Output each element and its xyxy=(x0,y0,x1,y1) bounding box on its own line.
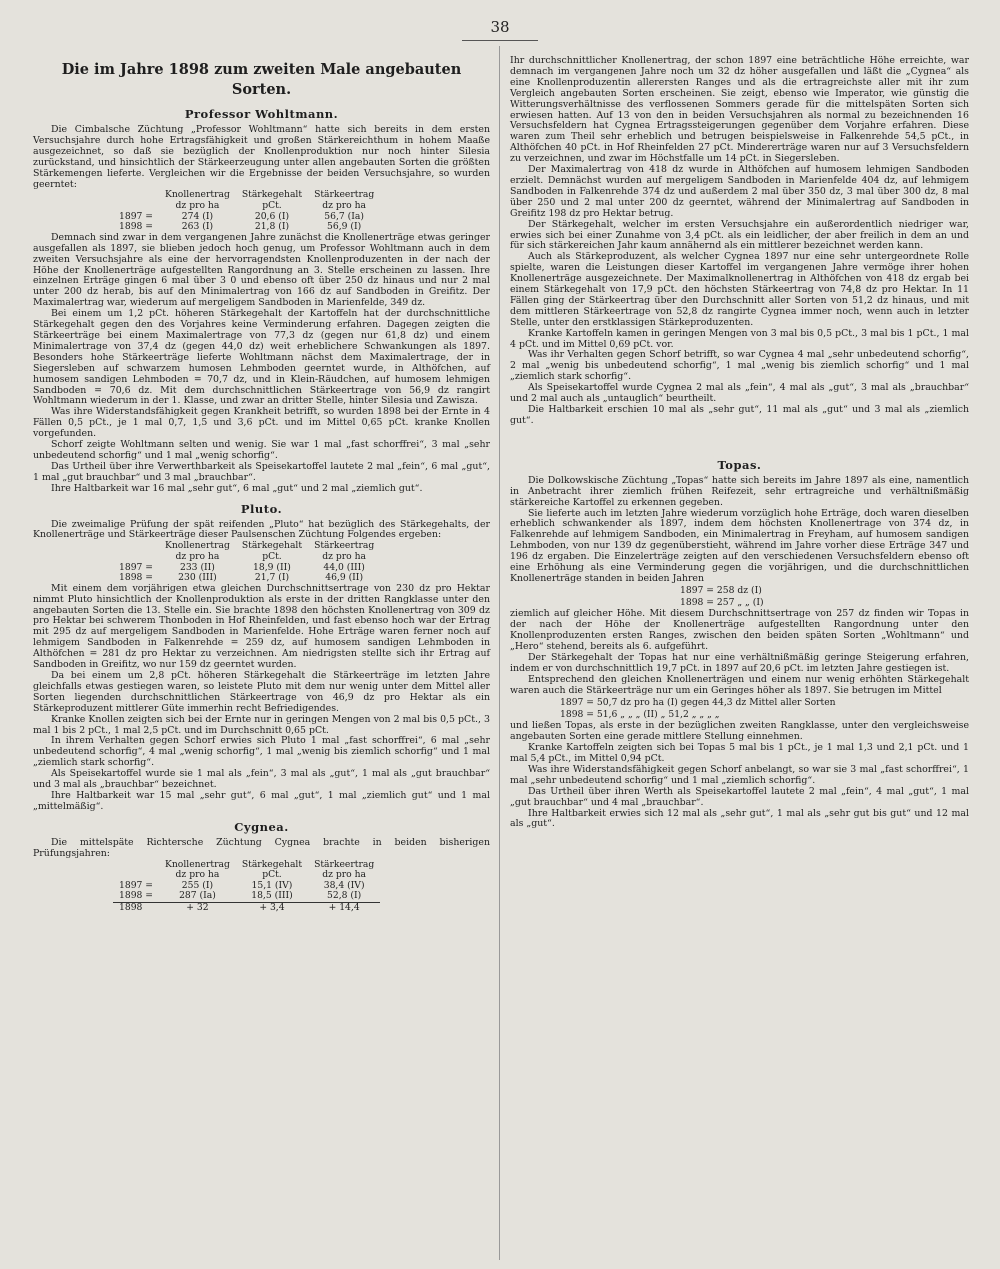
table-header: Knollenertrag xyxy=(165,189,230,201)
section-title-wohltmann: Professor Wohltmann. xyxy=(184,107,339,121)
table-cell: 46,9 (II) xyxy=(325,572,364,584)
table-cell: 52,8 (I) xyxy=(327,890,362,902)
header-rule xyxy=(462,40,538,41)
table-cell: 18,5 (III) xyxy=(251,890,293,902)
formula-line: 1898 = 51,6 „ „ „ (II) „ 51,2 „ „ „ „ xyxy=(560,708,720,720)
paragraph: Die Dolkowskische Züchtung „Topas“ hatte sich bereits im Jahre 1897 als eine, namentlich in Anbetracht ihrer ziemlich frühen Reifezeit, sehr ertragreiche und verhältnißmäßig stärkereiche Kartoffel zu erkennen gegeben. xyxy=(510,474,969,508)
table-cell: 21,7 (I) xyxy=(254,572,290,584)
table-unit xyxy=(113,552,159,563)
paragraph: Sie lieferte auch im letzten Jahre wiederum vorzüglich hohe Erträge, doch waren dieselben erheblich schwankender als 1897, indem dem höchsten Knollenertrage von 374 dz, in Falkenrehde auf lehmigem Sandboden, ein Minimalertrag in Freyham, auf humosem sandigen Lehmboden, von nur 139 dz gegenüberstieht, während im Jahre vorher diese Erträge 347 und 196 dz ergaben. Die Einzelerträge zeigten auf den verschiedenen Versuchsfeldern ebenso oft eine Erhöhung als eine Verminderung gegen die vorjährigen, und die durchschnittlichen Knollenerträge standen in beiden Jahren xyxy=(510,507,969,584)
paragraph: Ihre Haltbarkeit war 16 mal „sehr gut“, 6 mal „gut“ und 2 mal „ziemlich gut“. xyxy=(51,482,423,494)
page-number: 38 xyxy=(490,18,510,36)
table-cell: 274 (I) xyxy=(181,210,214,222)
paragraph: Ihr durchschnittlicher Knollenertrag, der schon 1897 eine beträchtliche Höhe erreichte, war demnach im vergangenen Jahre noch um 32 dz höher ausgefallen und läßt die „Cygnea“ als eine Knollenproduzentin allerersten Ranges und als die ertragreichste aller mit ihr zum Vergleich angebauten Sorten erscheinen. Sie zeigt, ebenso wie Imperator, wie günstig die Witterungsverhältnisse des verflossenen Sommers gerade für die mittelspäten Sorten sich erwiesen hatten. Auf 13 von den in beiden Versuchsjahren als normal zu bezeichnenden 16 Versuchsfeldern hat Cygnea Ertragssteigerungen gegenüber dem Vorjahre erfahren. Diese waren zum Theil sehr erheblich und betrugen beispielsweise in Falkenrehde 54,5 pCt., in Althöfchen 40 pCt. in Hof Rheinfelden 27 pCt. Mindererträge waren nur auf 3 Versuchsfeldern zu verzeichnen, und zwar im Höchstfalle um 14 pCt. in Siegersleben. xyxy=(510,55,969,165)
paragraph: Bei einem um 1,2 pCt. höheren Stärkegehalt der Kartoffeln hat der durchschnittliche Stärkegehalt gegen den des Vorjahres keine Verminderung erfahren. Dagegen zeigten die Stärkeerträge bei einem Maximalertrage von 77,3 dz (gegen nur 61,8 dz) und einem Minimalertrage von 37,4 dz (gegen 44,0 dz) weit erheblichere Schwankungen als 1897. Besonders hohe Stärkeerträge lieferte Wohltmann nächst dem Maximalertrage, der in Siegersleben auf schwarzem humosen Lehmboden geerntet wurde, in Althöfchen, auf humosem sandigen Lehmboden = 70,7 dz, und in Klein-Räudchen, auf humosem lehmigen Sandboden = 70,6 dz. Mit dem durchschnittlichen Stärkeertrage von 56,9 dz rangirt Wohltmann wiederum in der 1. Klasse, und zwar an dritter Stelle, hinter Silesia und Zawisza. xyxy=(33,308,490,407)
table-unit: pCt. xyxy=(262,550,282,562)
table-cell: 56,9 (I) xyxy=(327,221,362,233)
table-unit: dz pro ha xyxy=(175,200,220,212)
paragraph: Entsprechend den gleichen Knollenerträgen und einem nur wenig erhöhten Stärkegehalt waren auch die Stärkeerträge nur um ein Geringes höher als 1897. Sie betrugen im Mittel xyxy=(510,673,969,696)
table-cell: 1897 = xyxy=(119,210,154,222)
table-header: Knollenertrag xyxy=(165,858,230,870)
table-cell: 1898 = xyxy=(119,221,154,233)
table-unit: dz pro ha xyxy=(175,869,220,881)
table-pluto xyxy=(113,541,380,583)
table-header xyxy=(113,860,159,871)
table-header xyxy=(113,190,159,201)
section-title-topas: Topas. xyxy=(717,457,762,472)
table-sum-row xyxy=(113,902,380,913)
paragraph: Der Stärkegehalt, welcher im ersten Versuchsjahre ein außerordentlich niedriger war, erwies sich bei einer Zunahme von 3,4 pCt. als ein leidlicher, der aber freilich in dem an und für sich stärkereichen Jahr kaum annähernd als ein mittlerer bezeichnet werden kann. xyxy=(510,218,969,252)
table-cell: 21,8 (I) xyxy=(254,221,290,233)
paragraph: Was ihre Widerstandsfähigkeit gegen Schorf anbelangt, so war sie 3 mal „fast schorffrei“, 1 mal „sehr unbedeutend schorfig“ und 1 mal „ziemlich schorfig“. xyxy=(510,763,969,786)
table-cell: 1898 xyxy=(119,901,143,913)
table-header: Stärkeertrag xyxy=(314,189,375,201)
paragraph: Das Urtheil über ihren Werth als Speisekartoffel lautete 2 mal „fein“, 4 mal „gut“, 1 mal „gut brauchbar“ und 4 mal „brauchbar“. xyxy=(510,785,969,808)
right-column xyxy=(510,56,969,830)
paragraph: Was ihre Widerstandsfähigkeit gegen Krankheit betrifft, so wurden 1898 bei der Ernte in 4 Fällen 0,5 pCt., je 1 mal 0,7, 1,5 und 3,6 pCt. und im Mittel 0,65 pCt. kranke Knollen vorgefunden. xyxy=(33,406,490,440)
table-cell: + 3,4 xyxy=(259,901,285,913)
page-title: Die im Jahre 1898 zum zweiten Male angebauten Sorten. xyxy=(61,61,462,98)
paragraph: Die mittelspäte Richtersche Züchtung Cygnea brachte in beiden bisherigen Prüfungsjahren: xyxy=(33,836,490,859)
table-cell: 1897 = xyxy=(119,879,154,891)
section-gap xyxy=(510,427,969,451)
table-header: Stärkeertrag xyxy=(314,858,375,870)
table-cell: + 14,4 xyxy=(328,901,360,913)
table-header: Stärkegehalt xyxy=(241,540,303,552)
paragraph: In ihrem Verhalten gegen Schorf erwies sich Pluto 1 mal „fast schorffrei“, 6 mal „sehr unbedeutend schorfig“, 4 mal „wenig schorfig“, 1 mal „wenig bis ziemlich schorfig“ und 1 mal „ziemlich stark schorfig“. xyxy=(33,735,490,769)
table-unit: dz pro ha xyxy=(175,550,220,562)
table-unit-row xyxy=(113,552,380,563)
formula-line: 1897 = 258 dz (I) xyxy=(680,584,762,596)
table-unit: dz pro ha xyxy=(322,550,367,562)
table-cell: 18,9 (II) xyxy=(253,561,291,573)
paragraph: Der Maximalertrag von 418 dz wurde in Althöfchen auf humosem lehmigen Sandboden erzielt. Demnächst wurden auf mergeligem Sandboden in Marienfelde 404 dz, auf lehmigem Sandboden in Falkenrehde 374 dz und außerdem 2 mal über 350 dz, 3 mal über 300 dz, 8 mal über 250 und 2 mal unter 200 dz geerntet, während der Minimalertrag auf Sandboden in Greifitz 198 dz pro Hektar betrug. xyxy=(510,164,969,219)
table-cell: 233 (II) xyxy=(179,561,215,573)
table-header: Stärkegehalt xyxy=(241,189,303,201)
paragraph: Die zweimalige Prüfung der spät reifenden „Pluto“ hat bezüglich des Stärkegehalts, der Knollenerträge und Stärkeerträge dieser Paulsenschen Züchtung Folgendes ergeben: xyxy=(33,518,490,541)
table-wohltmann xyxy=(113,190,380,232)
paragraph: Als Speisekartoffel wurde Cygnea 2 mal als „fein“, 4 mal als „gut“, 3 mal als „brauchbar“ und 2 mal auch als „untauglich“ beurtheilt. xyxy=(510,382,969,405)
table-header: Stärkeertrag xyxy=(314,540,375,552)
section-title-pluto: Pluto. xyxy=(240,501,283,516)
table-header xyxy=(113,541,159,552)
paragraph: Die Haltbarkeit erschien 10 mal als „sehr gut“, 11 mal als „gut“ und 3 mal als „ziemlich gut“. xyxy=(510,404,969,426)
table-cell: 230 (III) xyxy=(178,572,217,584)
paragraph: Das Urtheil über ihre Verwerthbarkeit als Speisekartoffel lautete 2 mal „fein“, 6 mal „gut“, 1 mal „gut brauchbar“ und 3 mal „brauchbar“. xyxy=(33,460,490,483)
formula-line: 1898 = 257 „ „ (I) xyxy=(680,596,764,608)
formula-line: 1897 = 50,7 dz pro ha (I) gegen 44,3 dz Mittel aller Sorten xyxy=(560,696,836,708)
paragraph: Kranke Knollen zeigten sich bei der Ernte nur in geringen Mengen von 2 mal bis 0,5 pCt., 3 mal 1 bis 2 pCt., 1 mal 2,5 pCt. und im Durchschnitt 0,65 pCt. xyxy=(33,713,490,736)
paragraph: Der Stärkegehalt der Topas hat nur eine verhältnißmäßig geringe Steigerung erfahren, indem er von durchschnittlich 19,7 pCt. in 1897 auf 20,6 pCt. im letzten Jahre gestiegen ist. xyxy=(510,652,969,674)
paragraph: Schorf zeigte Wohltmann selten und wenig. Sie war 1 mal „fast schorffrei“, 3 mal „sehr unbedeutend schorfig“ und 1 mal „wenig schorfig“. xyxy=(33,439,490,461)
table-cell: 20,6 (I) xyxy=(254,210,290,222)
table-cell: 255 (I) xyxy=(181,879,214,891)
table-cell: + 32 xyxy=(186,901,209,913)
table-cell: 38,4 (IV) xyxy=(323,879,365,891)
paragraph: Mit einem dem vorjährigen etwa gleichen Durchschnittsertrage von 230 dz pro Hektar nimmt Pluto hinsichtlich der Knollenproduktion als erste in der dritten Rangklasse unter den angebauten Sorten die 13. Stelle ein. Sie brachte 1898 den höchsten Knollenertrag von 309 dz pro Hektar bei schwerem Thonboden in Hof Rheinfelden, und fast ebenso hoch war der Ertrag mit 295 dz auf mergeligem Sandboden in Marienfelde. Hohe Erträge waren ferner noch auf lehmigem Sandboden in Falkenrehde = 259 dz, auf humosem sandigen Lehmboden in Althöfchen = 281 dz pro Hektar zu verzeichnen. Am niedrigsten stellte sich ihr Ertrag auf Sandboden in Greifitz, wo nur 159 dz geerntet wurden. xyxy=(33,582,490,671)
paragraph: Als Speisekartoffel wurde sie 1 mal als „fein“, 3 mal als „gut“, 1 mal als „gut brauchbar“ und 3 mal als „brauchbar“ bezeichnet. xyxy=(33,768,490,791)
paragraph: Kranke Kartoffeln zeigten sich bei Topas 5 mal bis 1 pCt., je 1 mal 1,3 und 2,1 pCt. und 1 mal 5,4 pCt., im Mittel 0,94 pCt. xyxy=(510,742,969,765)
table-unit: pCt. xyxy=(262,869,282,881)
section-title-cygnea: Cygnea. xyxy=(234,819,289,834)
table-cell: 263 (I) xyxy=(181,221,214,233)
table-cell: 1898 = xyxy=(119,890,154,902)
table-cell: 287 (Ia) xyxy=(179,890,216,902)
paragraph: Kranke Kartoffeln kamen in geringen Mengen von 3 mal bis 0,5 pCt., 3 mal bis 1 pCt., 1 mal 4 pCt. und im Mittel 0,69 pCt. vor. xyxy=(510,327,969,350)
table-row xyxy=(113,891,380,902)
paragraph: Was ihr Verhalten gegen Schorf betrifft, so war Cygnea 4 mal „sehr unbedeutend schorfig“, 2 mal „wenig bis unbedeutend schorfig“, 1 mal „wenig bis ziemlich schorfig“ und 1 mal „ziemlich stark schorfig“. xyxy=(510,349,969,383)
table-cell: 15,1 (IV) xyxy=(251,879,293,891)
paragraph: Ihre Haltbarkeit erwies sich 12 mal als „sehr gut“, 1 mal als „sehr gut bis gut“ und 12 mal als „gut“. xyxy=(510,807,969,830)
paragraph: Ihre Haltbarkeit war 15 mal „sehr gut“, 6 mal „gut“, 1 mal „ziemlich gut“ und 1 mal „mittelmäßig“. xyxy=(33,789,490,812)
table-unit: dz pro ha xyxy=(322,200,367,212)
paragraph: Demnach sind zwar in dem vergangenen Jahre zunächst die Knollenerträge etwas geringer ausgefallen als 1897, sie blieben jedoch hoch genug, um Professor Wohltmann auch in dem zweiten Versuchsjahre als eine der hervorragendsten Knollenproduzenten in der nach der Höhe der Knollenerträge aufgestellten Rangordnung an 3. Stelle erscheinen zu lassen. Ihre einzelnen Erträge gingen 6 mal über 3 0 und ebenso oft über 250 dz hinaus und nur 2 mal unter 200 dz herab, bis auf den Minimalertrag von 166 dz auf Sandboden in Greifitz. Der Maximalertrag war, wiederum auf mergeligem Sandboden in Marienfelde, 349 dz. xyxy=(33,231,490,309)
paragraph: Auch als Stärkeproduzent, als welcher Cygnea 1897 nur eine sehr untergeordnete Rolle spielte, waren die Leistungen dieser Kartoffel im vergangenen Jahre vermöge ihrer hohen Knollenerträge ausgezeichnete. Der Maximalknollenertrag in Althöfchen von 418 dz ergab bei einem Stärkegehalt von 17,9 pCt. den höchsten Stärkeertrag von 74,8 dz pro Hektar. In 11 Fällen ging der Stärkeertrag über den Durchschnitt aller Sorten von 51,2 dz hinaus, und mit dem mittleren Stärkeertrage von 52,8 dz rangirte Cygnea immer noch, wenn auch in letzter Stelle, unter den erstklassigen Stärkeproduzenten. xyxy=(510,251,969,328)
paragraph: und ließen Topas, als erste in der bezüglichen zweiten Rangklasse, unter den vergleichsweise angebauten Sorten eine gerade mittlere Stellung einnehmen. xyxy=(510,720,969,743)
column-divider xyxy=(499,46,500,1260)
paragraph: Da bei einem um 2,8 pCt. höheren Stärkegehalt die Stärkeerträge im letzten Jahre gleichfalls etwas gestiegen waren, so leistete Pluto mit dem nur wenig unter dem Mittel aller Sorten liegenden durchschnittlichen Stärkeertrage von 46,9 dz pro Hektar als ein Stärkeproduzent mittlerer Güte immerhin recht Befriedigendes. xyxy=(33,670,490,714)
paragraph: Die Cimbalsche Züchtung „Professor Wohltmann“ hatte sich bereits in dem ersten Versuchsjahre durch hohe Ertragsfähigkeit und großen Stärkereichthum in hohem Maaße ausgezeichnet, so daß sie bezüglich der Knollenproduktion nur noch hinter Silesia zurückstand, und hinsichtlich der Stärkeerzeugung unter allen angebauten Sorten die größten Stärkemengen lieferte. Vergleichen wir die Ergebnisse der beiden Versuchsjahre, so wurden geerntet: xyxy=(33,124,490,190)
paragraph: ziemlich auf gleicher Höhe. Mit diesem Durchschnittsertrage von 257 dz finden wir Topas in der nach der Höhe der Knollenerträge aufgestellten Rangordnung unter den Knollenproduzenten ersten Ranges, zwischen den beiden späten Sorten „Wohltmann“ und „Hero“ stehend, bereits als 6. aufgeführt. xyxy=(510,608,969,653)
left-column xyxy=(33,52,490,914)
table-header: Knollenertrag xyxy=(165,540,230,552)
table-cygnea xyxy=(113,860,380,914)
table-header: Stärkegehalt xyxy=(241,858,303,870)
table-unit: dz pro ha xyxy=(322,869,367,881)
table-unit: pCt. xyxy=(262,200,282,212)
table-cell: 44,0 (III) xyxy=(323,561,365,573)
table-cell: 56,7 (Ia) xyxy=(324,210,364,222)
table-cell: 1897 = xyxy=(119,561,154,573)
table-cell: 1898 = xyxy=(119,572,154,584)
